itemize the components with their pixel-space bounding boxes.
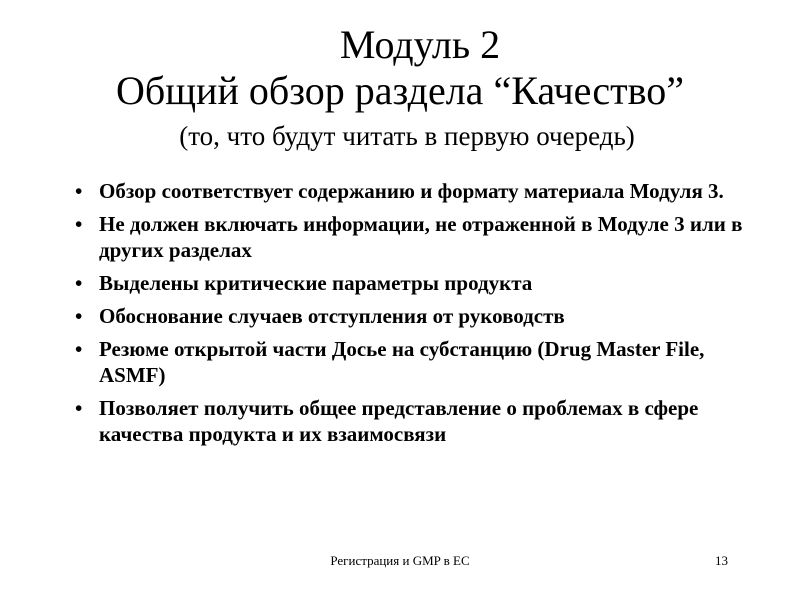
- bullet-icon: •: [75, 212, 83, 236]
- footer-title: Регистрация и GMP в ЕС: [330, 553, 470, 568]
- bullet-item: [75, 270, 765, 296]
- slide-subtitle: (то, что будут читать в первую очередь): [179, 121, 635, 151]
- slide-title-block: [0, 22, 800, 156]
- bullet-icon: •: [75, 337, 83, 361]
- bullet-text: Выделены критические параметры продукта: [99, 271, 533, 295]
- bullet-icon: •: [75, 304, 83, 328]
- bullet-item: [75, 211, 765, 263]
- bullet-icon: •: [75, 179, 83, 203]
- bullet-item: [75, 395, 765, 447]
- slide-title-module: Модуль 2: [339, 22, 501, 67]
- bullet-item: [75, 178, 765, 204]
- bullet-text: Обоснование случаев отступления от руководств: [99, 304, 565, 328]
- bullet-text: Обзор соответствует содержанию и формату материала Модуля 3.: [99, 179, 724, 203]
- bullet-list: [75, 178, 765, 454]
- bullet-text: Не должен включать информации, не отраженной в Модуле 3 или в других разделах: [99, 212, 743, 262]
- bullet-icon: •: [75, 396, 83, 420]
- bullet-item: [75, 336, 765, 388]
- page-number: 13: [715, 553, 728, 568]
- slide-title-topic: Общий обзор раздела “Качество”: [116, 68, 684, 113]
- bullet-item: [75, 303, 765, 329]
- bullet-text: Резюме открытой части Досье на субстанцию (Drug Master File, ASMF): [99, 337, 705, 387]
- bullet-icon: •: [75, 271, 83, 295]
- bullet-text: Позволяет получить общее представление о проблемах в сфере качества продукта и их взаимосвязи: [99, 396, 699, 446]
